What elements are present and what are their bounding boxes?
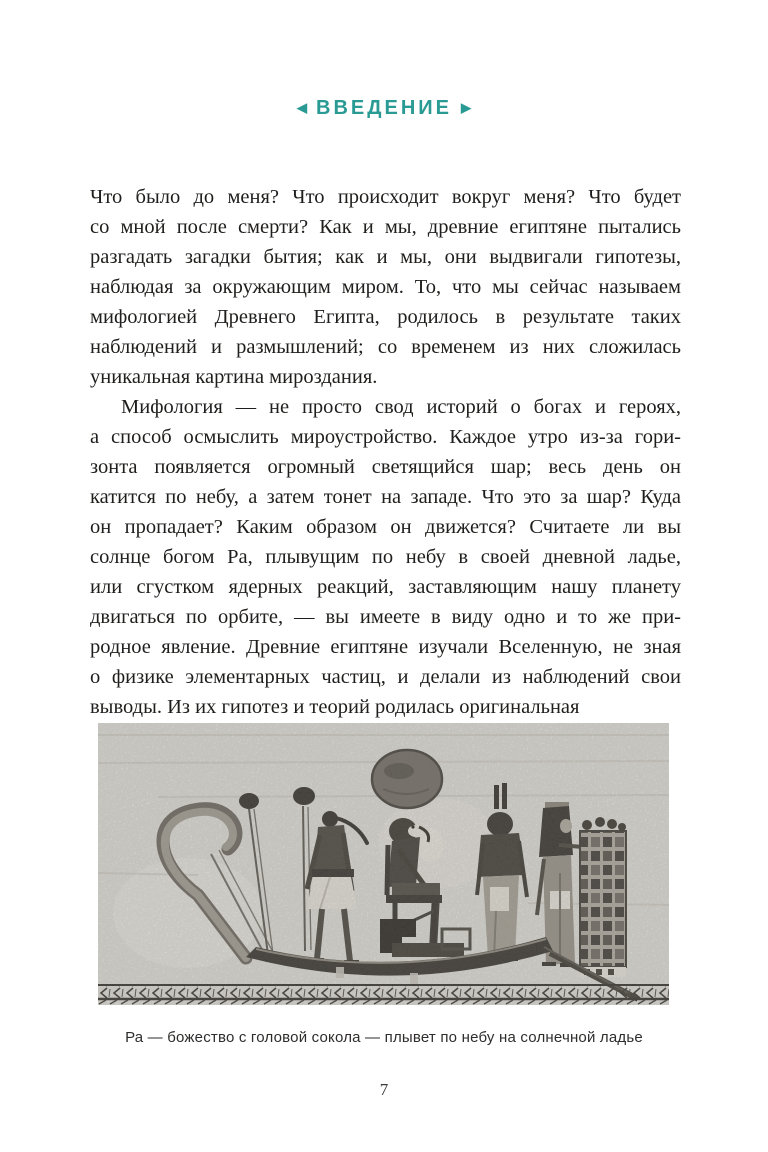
text-line: родное явление. Древние египтяне изучали Вселенную, не зная: [90, 636, 681, 658]
text-line: он пропадает? Каким образом он движется? Считаете ли вы: [90, 516, 681, 538]
text-line: выводы. Из их гипотез и теорий родилась оригинальная: [90, 696, 580, 718]
text-line: Мифология — не просто свод историй о богах и героях,: [121, 396, 681, 418]
grain-texture: [98, 723, 669, 1005]
text-line: или сгустком ядерных реакций, заставляющим нашу планету: [90, 576, 681, 598]
text-line: наблюдений и размышлений; со временем из них сложилась: [90, 336, 681, 358]
text-line: уникальная картина мироздания.: [90, 366, 378, 388]
text-line: Что было до меня? Что происходит вокруг меня? Что будет: [90, 186, 681, 208]
chapter-header: [0, 97, 768, 119]
text-line: зонта появляется огромный светящийся шар; весь день он: [90, 456, 681, 478]
text-line: мифологией Древнего Египта, родилось в результате таких: [90, 306, 681, 328]
body-text: [90, 182, 681, 722]
figure-caption: Ра — божество с головой сокола — плывет по небу на солнечной ладье: [125, 1029, 643, 1046]
right-triangle-icon: ▶: [460, 100, 471, 115]
papyrus-illustration: [98, 723, 669, 1005]
text-line: со мной после смерти? Как и мы, древние египтяне пытались: [90, 216, 681, 238]
text-line: катится по небу, а затем тонет на западе. Что это за шар? Куда: [90, 486, 681, 508]
text-line: солнце богом Ра, плывущим по небу в своей дневной ладье,: [90, 546, 681, 568]
chapter-title: ВВЕДЕНИЕ: [316, 97, 452, 119]
text-line: а способ осмыслить мироустройство. Каждое утро из-за гори-: [90, 426, 681, 448]
text-line: о физике элементарных частиц, и делали из наблюдений свои: [90, 666, 681, 688]
text-line: наблюдая за окружающим миром. То, что мы сейчас называем: [90, 276, 681, 298]
page-number: 7: [379, 1080, 389, 1099]
text-line: двигаться по орбите, — вы имеете в виду одно и то же при-: [90, 606, 681, 628]
text-line: разгадать загадки бытия; как и мы, они выдвигали гипотезы,: [90, 246, 681, 268]
solar-barque-artwork: [98, 723, 669, 1005]
left-triangle-icon: ◀: [297, 100, 307, 115]
